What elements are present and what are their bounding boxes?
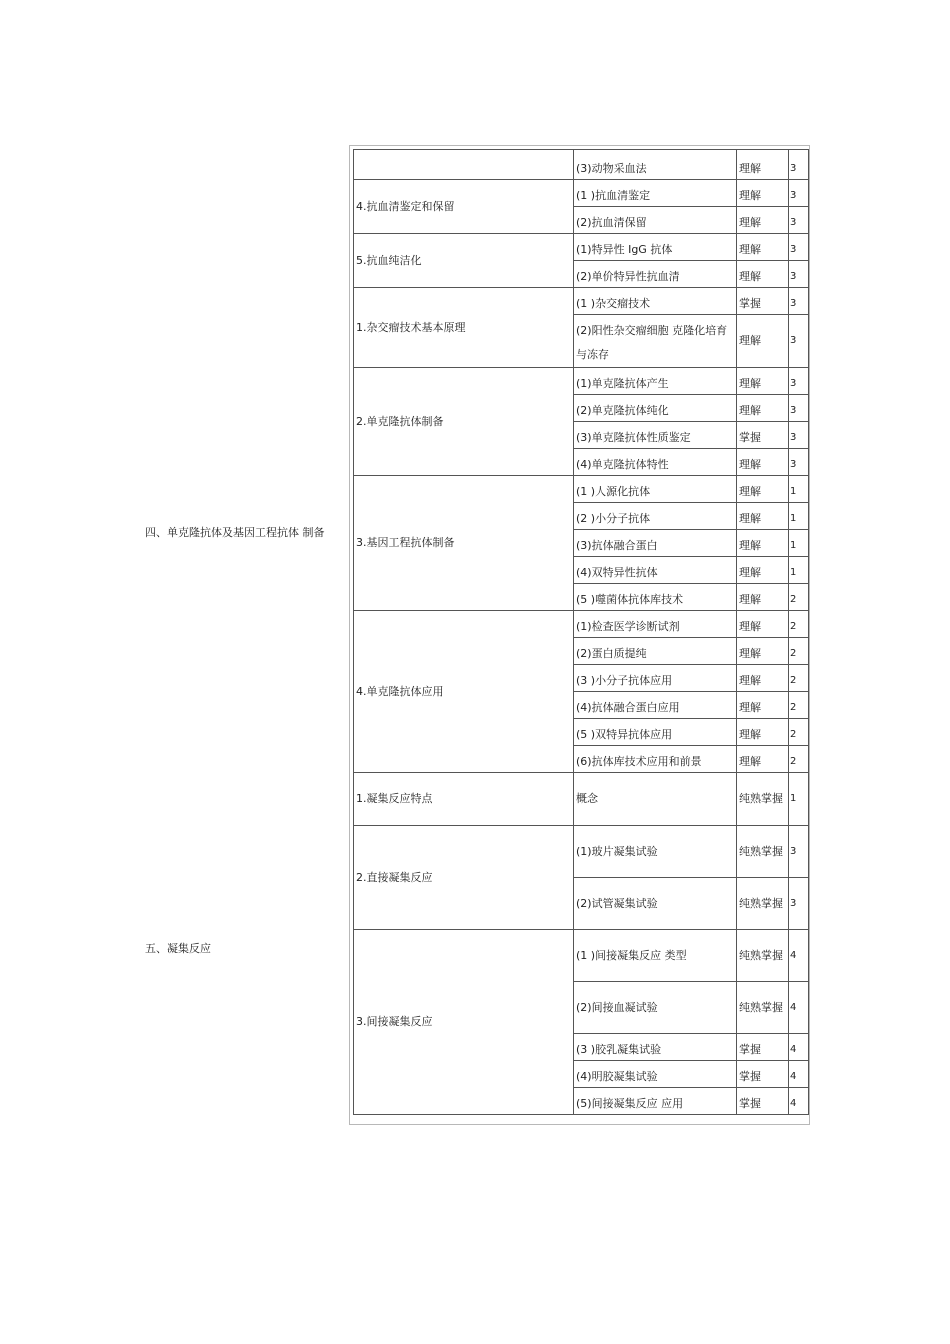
hours: 3: [789, 207, 809, 234]
hours: 3: [789, 826, 809, 878]
requirement: 理解: [737, 368, 789, 395]
knowledge-point: 3.基因工程抗体制备: [354, 476, 574, 611]
sub-item: (2)阳性杂交瘤细胞 克隆化培育与冻存: [574, 315, 737, 368]
hours: 1: [789, 476, 809, 503]
hours: 2: [789, 584, 809, 611]
hours: 2: [789, 665, 809, 692]
requirement: 掌握: [737, 1088, 789, 1115]
requirement: 理解: [737, 180, 789, 207]
sub-item: (3 )胶乳凝集试验: [574, 1034, 737, 1061]
requirement: 掌握: [737, 1034, 789, 1061]
syllabus-table: [353, 149, 809, 1115]
sub-item: (3)抗体融合蛋白: [574, 530, 737, 557]
requirement: 理解: [737, 261, 789, 288]
requirement: 理解: [737, 150, 789, 180]
sub-item: (1)单克隆抗体产生: [574, 368, 737, 395]
knowledge-point: 1.凝集反应特点: [354, 773, 574, 826]
knowledge-point: 3.间接凝集反应: [354, 930, 574, 1115]
table-row: [354, 288, 809, 315]
requirement: 掌握: [737, 288, 789, 315]
knowledge-point: 2.直接凝集反应: [354, 826, 574, 930]
requirement: 掌握: [737, 422, 789, 449]
hours: 4: [789, 930, 809, 982]
requirement: 理解: [737, 234, 789, 261]
sub-item: (1)检查医学诊断试剂: [574, 611, 737, 638]
requirement: 理解: [737, 315, 789, 368]
table-row: [354, 150, 809, 180]
requirement: 掌握: [737, 1061, 789, 1088]
requirement: 理解: [737, 207, 789, 234]
hours: 4: [789, 1034, 809, 1061]
requirement: 纯熟掌握: [737, 826, 789, 878]
hours: 1: [789, 773, 809, 826]
sub-item: (5 )双特异抗体应用: [574, 719, 737, 746]
hours: 2: [789, 638, 809, 665]
sub-item: (4)单克隆抗体特性: [574, 449, 737, 476]
requirement: 纯熟掌握: [737, 982, 789, 1034]
requirement: 理解: [737, 611, 789, 638]
hours: 4: [789, 1088, 809, 1115]
knowledge-point: [354, 150, 574, 180]
sub-item: (4)双特异性抗体: [574, 557, 737, 584]
knowledge-point: 4.单克隆抗体应用: [354, 611, 574, 773]
hours: 2: [789, 746, 809, 773]
hours: 3: [789, 449, 809, 476]
requirement: 理解: [737, 638, 789, 665]
sub-item: (2)抗血清保留: [574, 207, 737, 234]
sub-item: (2)试管凝集试验: [574, 878, 737, 930]
table-row: [354, 476, 809, 503]
hours: 3: [789, 422, 809, 449]
requirement: 纯熟掌握: [737, 878, 789, 930]
hours: 4: [789, 982, 809, 1034]
hours: 3: [789, 368, 809, 395]
sub-item: (2)间接血凝试验: [574, 982, 737, 1034]
sub-item: (1 )抗血清鉴定: [574, 180, 737, 207]
sub-item: 概念: [574, 773, 737, 826]
hours: 1: [789, 503, 809, 530]
hours: 3: [789, 878, 809, 930]
sub-item: (5 )噬菌体抗体库技术: [574, 584, 737, 611]
hours: 4: [789, 1061, 809, 1088]
table-row: [354, 826, 809, 878]
sub-item: (1 )间接凝集反应 类型: [574, 930, 737, 982]
requirement: 纯熟掌握: [737, 773, 789, 826]
sub-item: (1)玻片凝集试验: [574, 826, 737, 878]
hours: 2: [789, 611, 809, 638]
hours: 3: [789, 395, 809, 422]
sub-item: (6)抗体库技术应用和前景: [574, 746, 737, 773]
sub-item: (5)间接凝集反应 应用: [574, 1088, 737, 1115]
hours: 3: [789, 315, 809, 368]
hours: 3: [789, 261, 809, 288]
requirement: 理解: [737, 449, 789, 476]
sub-item: (4)明胶凝集试验: [574, 1061, 737, 1088]
sub-item: (3)单克隆抗体性质鉴定: [574, 422, 737, 449]
hours: 3: [789, 288, 809, 315]
knowledge-point: 5.抗血纯洁化: [354, 234, 574, 288]
requirement: 理解: [737, 557, 789, 584]
sub-item: (1)特异性 IgG 抗体: [574, 234, 737, 261]
knowledge-point: 1.杂交瘤技术基本原理: [354, 288, 574, 368]
requirement: 理解: [737, 476, 789, 503]
sub-item: (2)单价特异性抗血清: [574, 261, 737, 288]
table-row: [354, 611, 809, 638]
unit-label-agglutination: 五、凝集反应: [145, 942, 211, 955]
requirement: 理解: [737, 665, 789, 692]
sub-item: (1 )杂交瘤技术: [574, 288, 737, 315]
hours: 3: [789, 180, 809, 207]
sub-item: (4)抗体融合蛋白应用: [574, 692, 737, 719]
requirement: 理解: [737, 530, 789, 557]
sub-item: (3 )小分子抗体应用: [574, 665, 737, 692]
knowledge-point: 4.抗血清鉴定和保留: [354, 180, 574, 234]
table-row: [354, 368, 809, 395]
sub-item: (2)蛋白质提纯: [574, 638, 737, 665]
hours: 1: [789, 530, 809, 557]
hours: 1: [789, 557, 809, 584]
requirement: 理解: [737, 719, 789, 746]
table-row: [354, 234, 809, 261]
requirement: 理解: [737, 503, 789, 530]
sub-item: (2 )小分子抗体: [574, 503, 737, 530]
hours: 2: [789, 692, 809, 719]
table-row: [354, 773, 809, 826]
hours: 2: [789, 719, 809, 746]
requirement: 纯熟掌握: [737, 930, 789, 982]
hours: 3: [789, 150, 809, 180]
sub-item: (3)动物采血法: [574, 150, 737, 180]
sub-item: (1 )人源化抗体: [574, 476, 737, 503]
knowledge-point: 2.单克隆抗体制备: [354, 368, 574, 476]
requirement: 理解: [737, 584, 789, 611]
requirement: 理解: [737, 395, 789, 422]
requirement: 理解: [737, 692, 789, 719]
table-row: [354, 930, 809, 982]
hours: 3: [789, 234, 809, 261]
sub-item: (2)单克隆抗体纯化: [574, 395, 737, 422]
unit-label-monoclonal: 四、单克隆抗体及基因工程抗体 制备: [145, 526, 325, 539]
requirement: 理解: [737, 746, 789, 773]
table-row: [354, 180, 809, 207]
